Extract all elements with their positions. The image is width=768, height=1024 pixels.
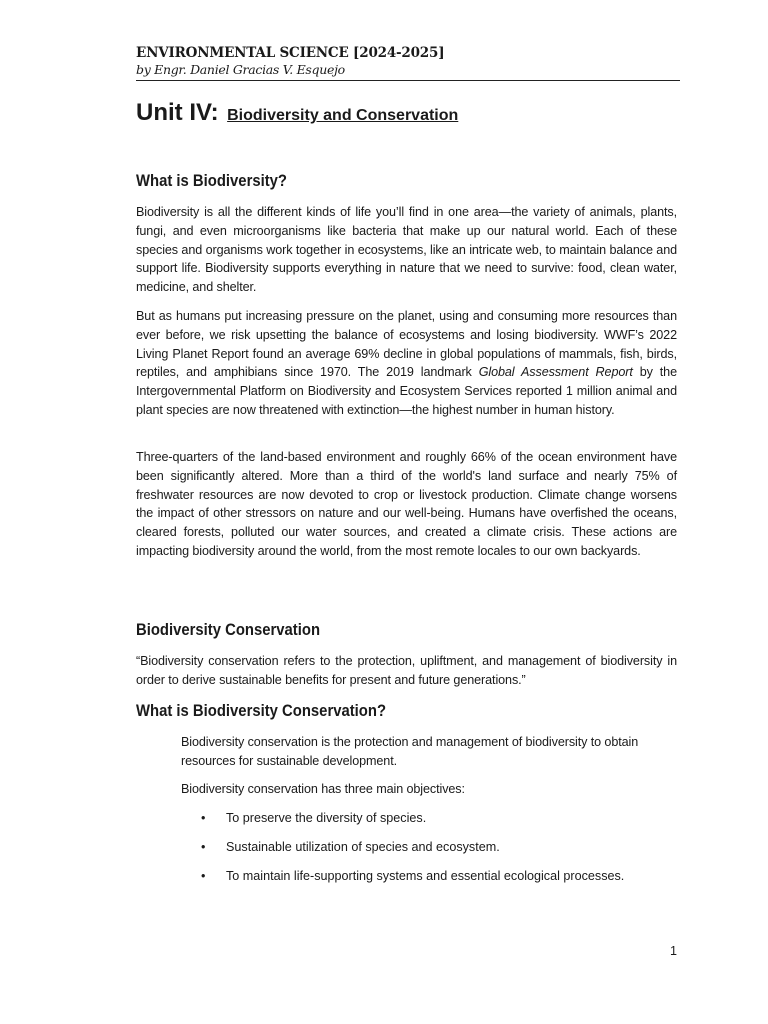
list-item-text: Sustainable utilization of species and ecosystem. [226,840,500,854]
report-title-italic: Global Assessment Report [478,365,633,380]
bullet-icon: • [201,811,206,825]
paragraph-environment-altered: Three-quarters of the land-based environment and roughly 66% of the ocean environment have been significantly altered. More than a third of the world's land surface and nearly 75% of freshwater resources are now devoted to crop or livestock production. Climate change worsens the impact of other stressors on nature and our well-being. Humans have overfished the oceans, cleared forests, polluted our water sources, and created a climate crisis. These actions are impacting biodiversity around the world, from the most remote locales to our own backyards. [136,450,677,558]
header-divider [136,80,680,81]
header-title: ENVIRONMENTAL SCIENCE [2024-2025] [136,45,445,61]
paragraph-text: But as humans put increasing pressure on the planet, using and consuming more resources than ever before, we risk upsetting the balance of ecosystems and losing biodiversity. WWF’s 2022 Living Planet Report found an average 69% decline in global populations of mammals, fish, birds, reptiles, and amphibians since 1970. The 2019 landmark [136,309,677,380]
paragraph-conservation-quote: “Biodiversity conservation refers to the protection, upliftment, and management of biodiversity in order to derive sustainable benefits for present and future generations.” [136,654,677,687]
list-item [201,837,624,866]
list-item-text: To maintain life-supporting systems and essential ecological processes. [226,869,625,883]
paragraph-biodiversity-decline [136,307,677,420]
paragraph-biodiversity-definition: Biodiversity is all the different kinds of life you’ll find in one area—the variety of animals, plants, fungi, and even microorganisms like bacteria that make up our natural world. Each of these species and organisms work together in ecosystems, like an intricate web, to maintain balance and support life. Biodiversity supports everything in nature that we need to survive: food, clean water, medicine, and shelter. [136,205,677,295]
bullet-icon: • [201,840,206,854]
section-heading-what-is-biodiversity: What is Biodiversity? [136,172,288,190]
paragraph-conservation-definition: Biodiversity conservation is the protection and management of biodiversity to obtain resources for sustainable development. [181,735,639,768]
unit-topic: Biodiversity and Conservation [227,107,459,124]
header-author: by Engr. Daniel Gracias V. Esquejo [136,62,345,77]
unit-label: Unit IV: [136,99,219,126]
list-item [201,866,624,895]
paragraph-text: by the Intergovernmental Platform on Biodiversity and Ecosystem Services reported 1 million animal and plant species are now threatened with extinction—the highest number in human history. [136,365,677,417]
section-heading-what-is-conservation: What is Biodiversity Conservation? [136,702,387,720]
unit-title [136,99,458,127]
page-number: 1 [670,944,678,958]
list-item [201,808,624,837]
list-item-text: To preserve the diversity of species. [226,811,427,825]
objectives-list [201,808,624,895]
section-heading-biodiversity-conservation: Biodiversity Conservation [136,621,321,639]
paragraph-objectives-intro: Biodiversity conservation has three main objectives: [181,782,465,796]
bullet-icon: • [201,869,206,883]
